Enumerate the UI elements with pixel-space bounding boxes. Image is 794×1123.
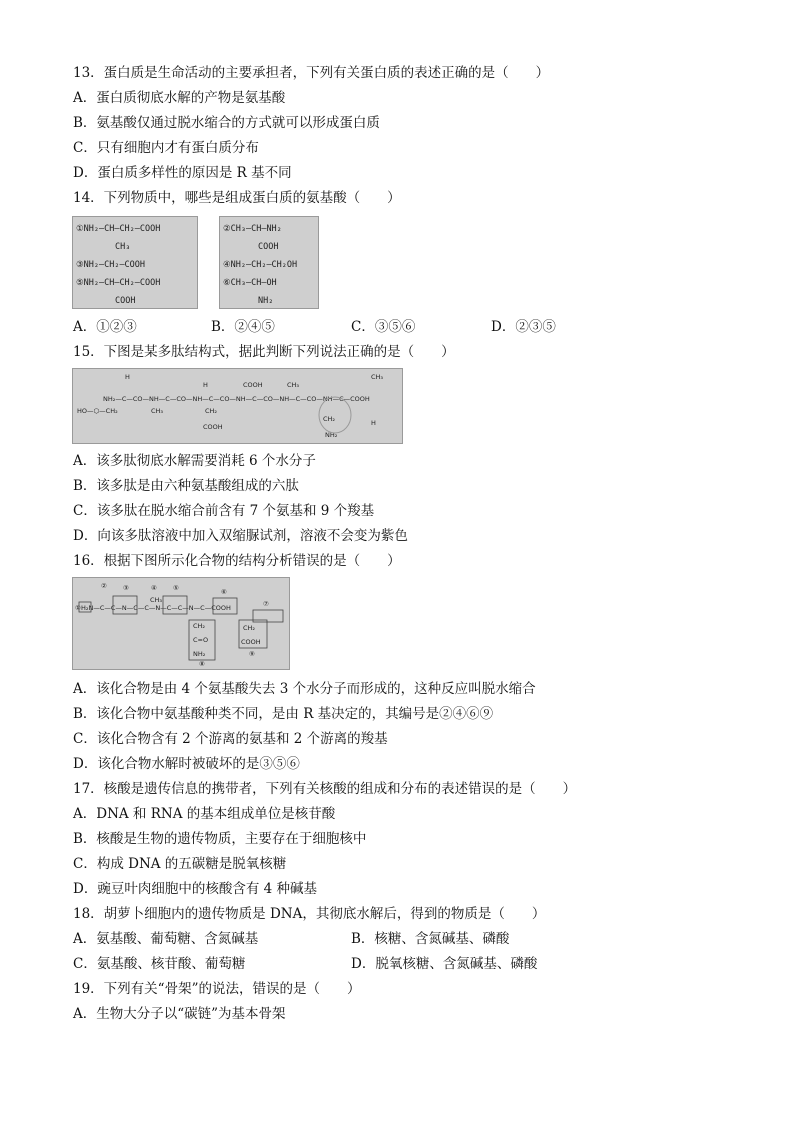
q15-polypeptide-figure — [72, 368, 403, 444]
question-13-option-b: B．氨基酸仅通过脱水缩合的方式就可以形成蛋白质 — [73, 115, 380, 131]
fig-text: COOH — [243, 381, 263, 389]
fig-text: ⑥ — [221, 588, 227, 596]
fig-text: ⑧ — [199, 660, 205, 668]
fig-text: ① — [75, 604, 81, 612]
question-17-option-b: B．核酸是生物的遗传物质，主要存在于细胞核中 — [73, 831, 367, 847]
question-15-option-d: D．向该多肽溶液中加入双缩脲试剂，溶液不会变为紫色 — [73, 528, 408, 544]
question-13-option-d: D．蛋白质多样性的原因是 R 基不同 — [73, 165, 292, 181]
question-18-option-c: C．氨基酸、核苷酸、葡萄糖 — [73, 956, 246, 972]
q14-structure-figure-left — [72, 216, 198, 309]
fig-text: C=O — [193, 636, 209, 644]
fig-text: H — [371, 419, 376, 427]
q14-structure-figure-right — [219, 216, 319, 309]
fig-text: ②CH₃—CH—NH₂ — [223, 224, 282, 234]
question-15-option-a: A．该多肽彻底水解需要消耗 6 个水分子 — [73, 453, 316, 469]
fig-text: ④NH₂—CH₂—CH₂OH — [223, 260, 298, 270]
fig-text: ③NH₂—CH₂—COOH — [76, 260, 146, 270]
question-14-option-c: C．③⑤⑥ — [351, 319, 416, 335]
fig-text: NH₂ — [193, 650, 206, 658]
question-18-option-b: B．核糖、含氮碱基、磷酸 — [351, 931, 510, 947]
fig-text: ⑦ — [263, 600, 269, 608]
question-16-option-b: B．该化合物中氨基酸种类不同，是由 R 基决定的，其编号是②④⑥⑨ — [73, 706, 494, 722]
fig-text: CH₃ — [287, 381, 300, 389]
fig-text: COOH — [115, 296, 136, 306]
fig-text: CH₂ — [193, 622, 206, 630]
question-16-option-c: C．该化合物含有 2 个游离的氨基和 2 个游离的羧基 — [73, 731, 388, 747]
fig-text: NH₂ — [325, 431, 338, 439]
fig-text: NH₂ — [258, 296, 274, 306]
question-14-option-a: A．①②③ — [73, 319, 137, 335]
question-13-option-a: A．蛋白质彻底水解的产物是氨基酸 — [73, 90, 286, 106]
fig-text: ⑤NH₂—CH—CH₂—COOH — [76, 278, 161, 288]
fig-text: CH₂ — [323, 415, 336, 423]
fig-text: CH₃ — [371, 373, 384, 381]
question-19-option-a: A．生物大分子以“碳链”为基本骨架 — [73, 1006, 286, 1022]
question-13-stem: 13．蛋白质是生命活动的主要承担者，下列有关蛋白质的表述正确的是（ ） — [73, 65, 550, 81]
question-18-stem: 18．胡萝卜细胞内的遗传物质是 DNA，其彻底水解后，得到的物质是（ ） — [73, 906, 546, 922]
fig-text: ⑨ — [249, 650, 255, 658]
fig-text: ⑥CH₃—CH—OH — [223, 278, 277, 288]
fig-text: ⑤ — [173, 584, 179, 592]
question-19-stem: 19．下列有关“骨架”的说法，错误的是（ ） — [73, 981, 361, 997]
question-16-option-a: A．该化合物是由 4 个氨基酸失去 3 个水分子而形成的，这种反应叫脱水缩合 — [73, 681, 536, 697]
fig-text: CH₃ — [151, 407, 164, 415]
question-14-stem: 14．下列物质中，哪些是组成蛋白质的氨基酸（ ） — [73, 190, 401, 206]
question-15-option-c: C．该多肽在脱水缩合前含有 7 个氨基和 9 个羧基 — [73, 503, 375, 519]
fig-text: ② — [101, 582, 107, 590]
q16-compound-figure — [72, 577, 290, 670]
fig-text: H₂N—C—C—N—C—C—N—C—C—N—C—COOH — [81, 604, 231, 612]
fig-text: COOH — [241, 638, 261, 646]
fig-text: CH₃ — [115, 242, 131, 252]
fig-text: ③ — [123, 584, 129, 592]
question-15-stem: 15．下图是某多肽结构式，据此判断下列说法正确的是（ ） — [73, 344, 455, 360]
question-17-stem: 17．核酸是遗传信息的携带者，下列有关核酸的组成和分布的表述错误的是（ ） — [73, 781, 577, 797]
fig-text: HO—⬡—CH₂ — [77, 407, 118, 415]
question-15-option-b: B．该多肽是由六种氨基酸组成的六肽 — [73, 478, 299, 494]
fig-text: H — [125, 373, 130, 381]
fig-text: NH₂—C—CO—NH—C—CO—NH—C—CO—NH—C—CO—NH—C—CO—NH—C—COOH — [103, 395, 370, 403]
question-13-option-c: C．只有细胞内才有蛋白质分布 — [73, 140, 259, 156]
question-17-option-c: C．构成 DNA 的五碳糖是脱氧核糖 — [73, 856, 287, 872]
fig-text: H — [203, 381, 208, 389]
fig-text: ①NH₂—CH—CH₂—COOH — [76, 224, 161, 234]
fig-text: COOH — [203, 423, 223, 431]
question-17-option-a: A．DNA 和 RNA 的基本组成单位是核苷酸 — [73, 806, 336, 822]
question-16-option-d: D．该化合物水解时被破坏的是③⑤⑥ — [73, 756, 300, 772]
question-18-option-d: D．脱氧核糖、含氮碱基、磷酸 — [351, 956, 538, 972]
question-17-option-d: D．豌豆叶肉细胞中的核酸含有 4 种碱基 — [73, 881, 317, 897]
fig-text: CH₂ — [205, 407, 218, 415]
fig-text: CH₂ — [243, 624, 256, 632]
question-18-option-a: A．氨基酸、葡萄糖、含氮碱基 — [73, 931, 259, 947]
fig-text: COOH — [258, 242, 279, 252]
question-14-option-b: B．②④⑤ — [211, 319, 275, 335]
fig-text: CH₃ — [150, 596, 163, 604]
question-14-option-d: D．②③⑤ — [491, 319, 556, 335]
fig-text: ④ — [151, 584, 157, 592]
question-16-stem: 16．根据下图所示化合物的结构分析错误的是（ ） — [73, 553, 401, 569]
